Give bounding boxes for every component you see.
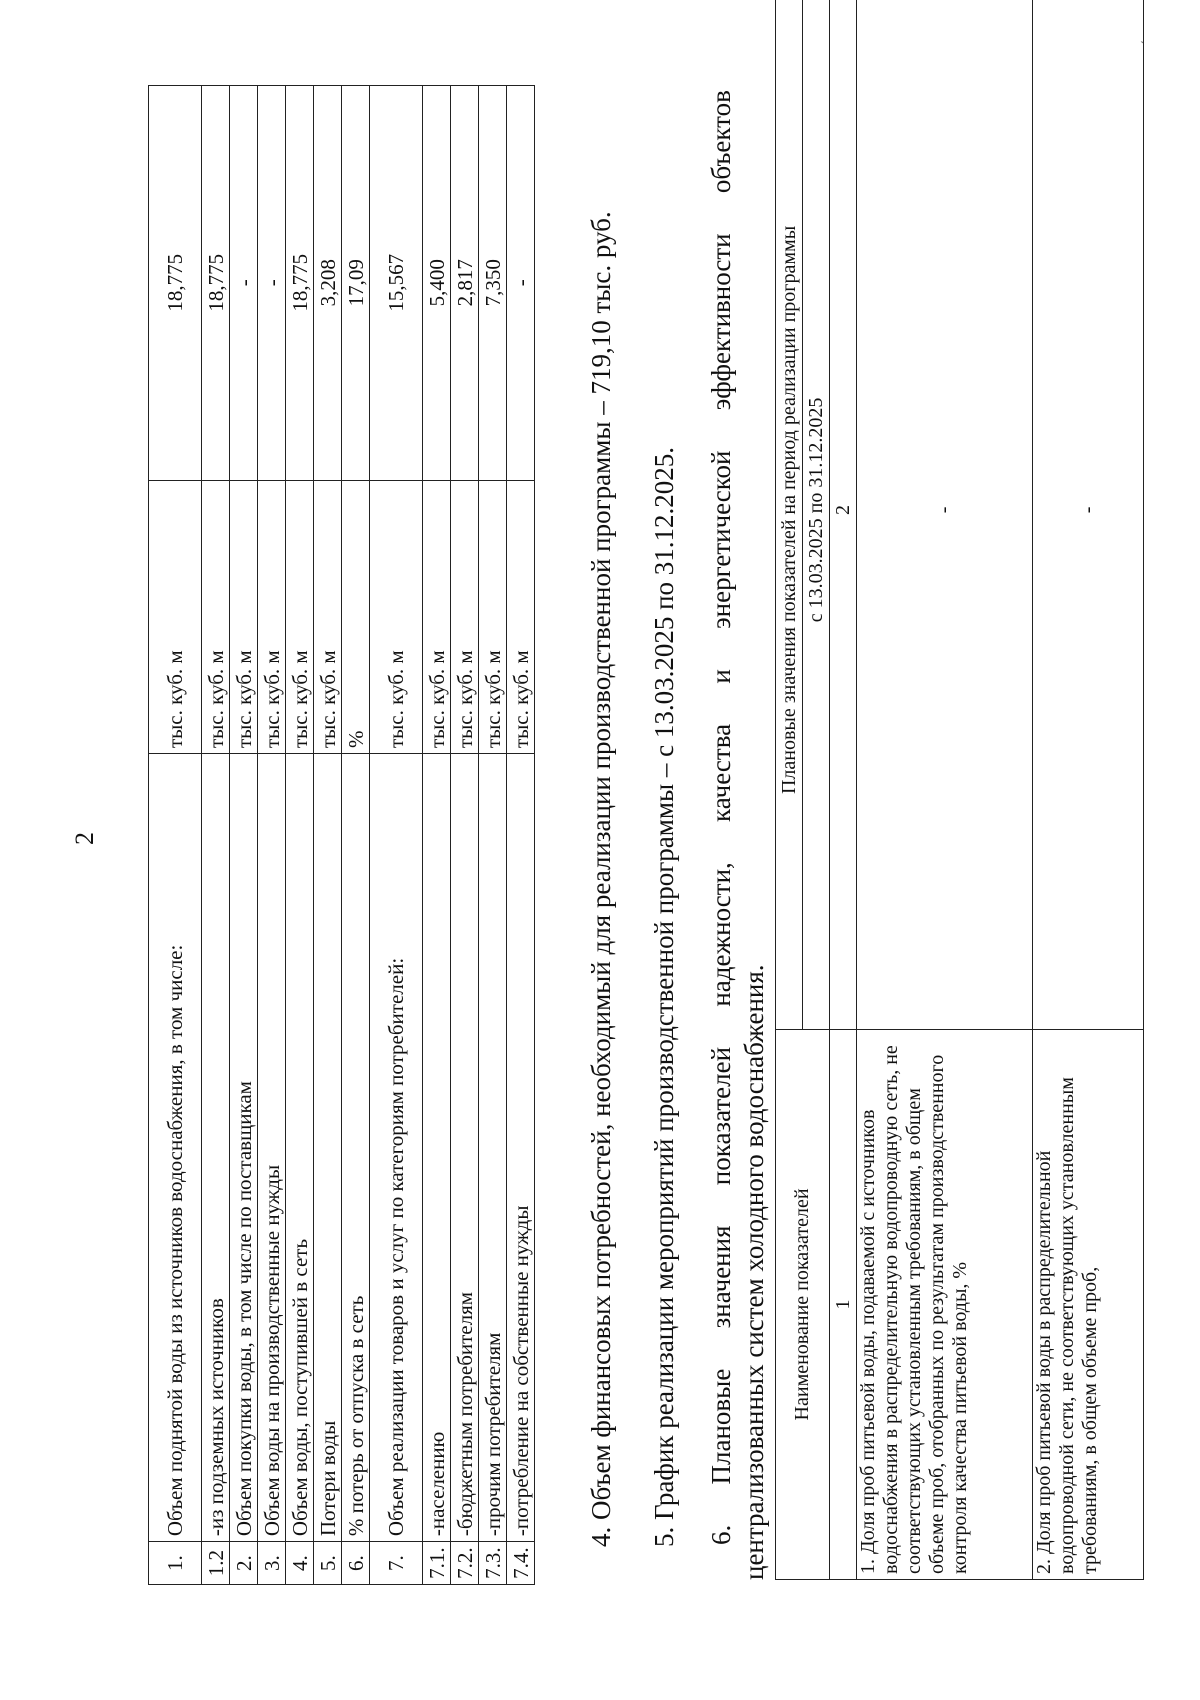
header-period: с 13.03.2025 по 31.12.2025	[803, 0, 830, 1029]
indicator-row-2-name: 2. Доля проб питьевой воды в распределительной водопроводной сети, не соответствующих установленным требованиям, в общем объеме проб,	[1033, 1029, 1144, 1579]
paragraph-word: и	[706, 669, 736, 684]
paragraph-word: показателей	[706, 1046, 736, 1186]
row-value: 2,817	[451, 86, 479, 481]
table-row	[314, 86, 342, 1585]
row-name: % потерь от отпуска в сеть	[342, 754, 370, 1542]
row-number: 5.	[314, 1542, 342, 1585]
row-name: Объем покупки воды, в том числе по поставщикам	[230, 754, 258, 1542]
row-name: -потребление на собственные нужды	[507, 754, 535, 1542]
row-unit: %	[342, 480, 370, 753]
table-row	[507, 86, 535, 1585]
row-unit: тыс. куб. м	[423, 480, 451, 753]
row-unit: тыс. куб. м	[202, 480, 230, 753]
row-unit: тыс. куб. м	[507, 480, 535, 753]
table-row	[342, 86, 370, 1585]
row-number: 7.3.	[479, 1542, 507, 1585]
paragraph-word: качества	[706, 723, 736, 822]
row-name: Объем воды на производственные нужды	[258, 754, 286, 1542]
row-name: -населению	[423, 754, 451, 1542]
row-number: 6.	[342, 1542, 370, 1585]
row-value: 18,775	[202, 86, 230, 481]
table-row	[230, 86, 258, 1585]
indicator-row-1-name: 1. Доля проб питьевой воды, подаваемой с источников водоснабжения в распределительную водопроводную сеть, не соответствующих установленным требованиям, в общем объеме проб, отобранных по результатам производственного контроля качества питьевой воды, %	[857, 1029, 1033, 1579]
paragraph-word: 6.	[706, 1524, 736, 1545]
row-name: -из подземных источников	[202, 754, 230, 1542]
row-unit: тыс. куб. м	[286, 480, 314, 753]
financial-needs-paragraph: 4. Объем финансовых потребностей, необходимый для реализации производственной программы – 719,10 тыс. руб.	[586, 211, 616, 1547]
table-row	[258, 86, 286, 1585]
column-number-2: 2	[830, 0, 857, 1029]
header-indicator-name: Наименование показателей	[776, 1029, 830, 1579]
scan-mark: `	[1140, 40, 1145, 55]
header-plan-values: Плановые значения показателей на период реализации программы	[776, 0, 803, 1029]
row-value: 18,775	[149, 86, 202, 481]
indicators-paragraph-line1	[705, 90, 738, 1545]
row-value: -	[258, 86, 286, 481]
table-row	[370, 86, 423, 1585]
page-number: 2	[70, 832, 99, 845]
row-number: 1.	[149, 1542, 202, 1585]
row-number: 7.2.	[451, 1542, 479, 1585]
row-unit: тыс. куб. м	[479, 480, 507, 753]
row-value: 3,208	[314, 86, 342, 481]
row-number: 2.	[230, 1542, 258, 1585]
indicators-paragraph-line2: централизованных систем холодного водоснабжения.	[739, 964, 769, 1580]
row-number: 7.4.	[507, 1542, 535, 1585]
row-unit: тыс. куб. м	[230, 480, 258, 753]
row-unit: тыс. куб. м	[258, 480, 286, 753]
row-unit: тыс. куб. м	[451, 480, 479, 753]
paragraph-word: объектов	[706, 90, 736, 194]
row-unit: тыс. куб. м	[370, 480, 423, 753]
table-row	[149, 86, 202, 1585]
indicator-row-2-value: -	[1033, 0, 1144, 1029]
table-row	[423, 86, 451, 1585]
row-name: Потери воды	[314, 754, 342, 1542]
row-value: -	[507, 86, 535, 481]
column-number-1: 1	[830, 1029, 857, 1579]
row-number: 7.1.	[423, 1542, 451, 1585]
water-volume-table	[148, 85, 535, 1585]
row-unit: тыс. куб. м	[314, 480, 342, 753]
paragraph-word: эффективности	[706, 233, 736, 411]
row-number: 7.	[370, 1542, 423, 1585]
indicator-row-1-value: -	[857, 0, 1033, 1029]
schedule-paragraph: 5. График реализации мероприятий производственной программы – с 13.03.2025 по 31.12.2025.	[649, 446, 679, 1547]
row-name: Объем реализации товаров и услуг по категориям потребителей:	[370, 754, 423, 1542]
paragraph-word: надежности,	[706, 862, 736, 1007]
table-row	[451, 86, 479, 1585]
row-value: 17,09	[342, 86, 370, 481]
table-row	[479, 86, 507, 1585]
row-name: Объем воды, поступившей в сеть	[286, 754, 314, 1542]
row-value: -	[230, 86, 258, 481]
paragraph-word: энергетической	[706, 450, 736, 629]
row-number: 4.	[286, 1542, 314, 1585]
row-name: Объем поднятой воды из источников водоснабжения, в том числе:	[149, 754, 202, 1542]
row-value: 15,567	[370, 86, 423, 481]
row-value: 7,350	[479, 86, 507, 481]
row-number: 3.	[258, 1542, 286, 1585]
row-value: 5,400	[423, 86, 451, 481]
indicators-table	[775, 0, 1144, 1580]
paragraph-word: Плановые	[706, 1368, 736, 1485]
row-unit: тыс. куб. м	[149, 480, 202, 753]
row-value: 18,775	[286, 86, 314, 481]
row-name: -прочим потребителям	[479, 754, 507, 1542]
paragraph-word: значения	[706, 1225, 736, 1329]
indicators-paragraph	[705, 90, 771, 1580]
table-row	[202, 86, 230, 1585]
row-number: 1.2	[202, 1542, 230, 1585]
row-name: -бюджетным потребителям	[451, 754, 479, 1542]
table-row	[286, 86, 314, 1585]
